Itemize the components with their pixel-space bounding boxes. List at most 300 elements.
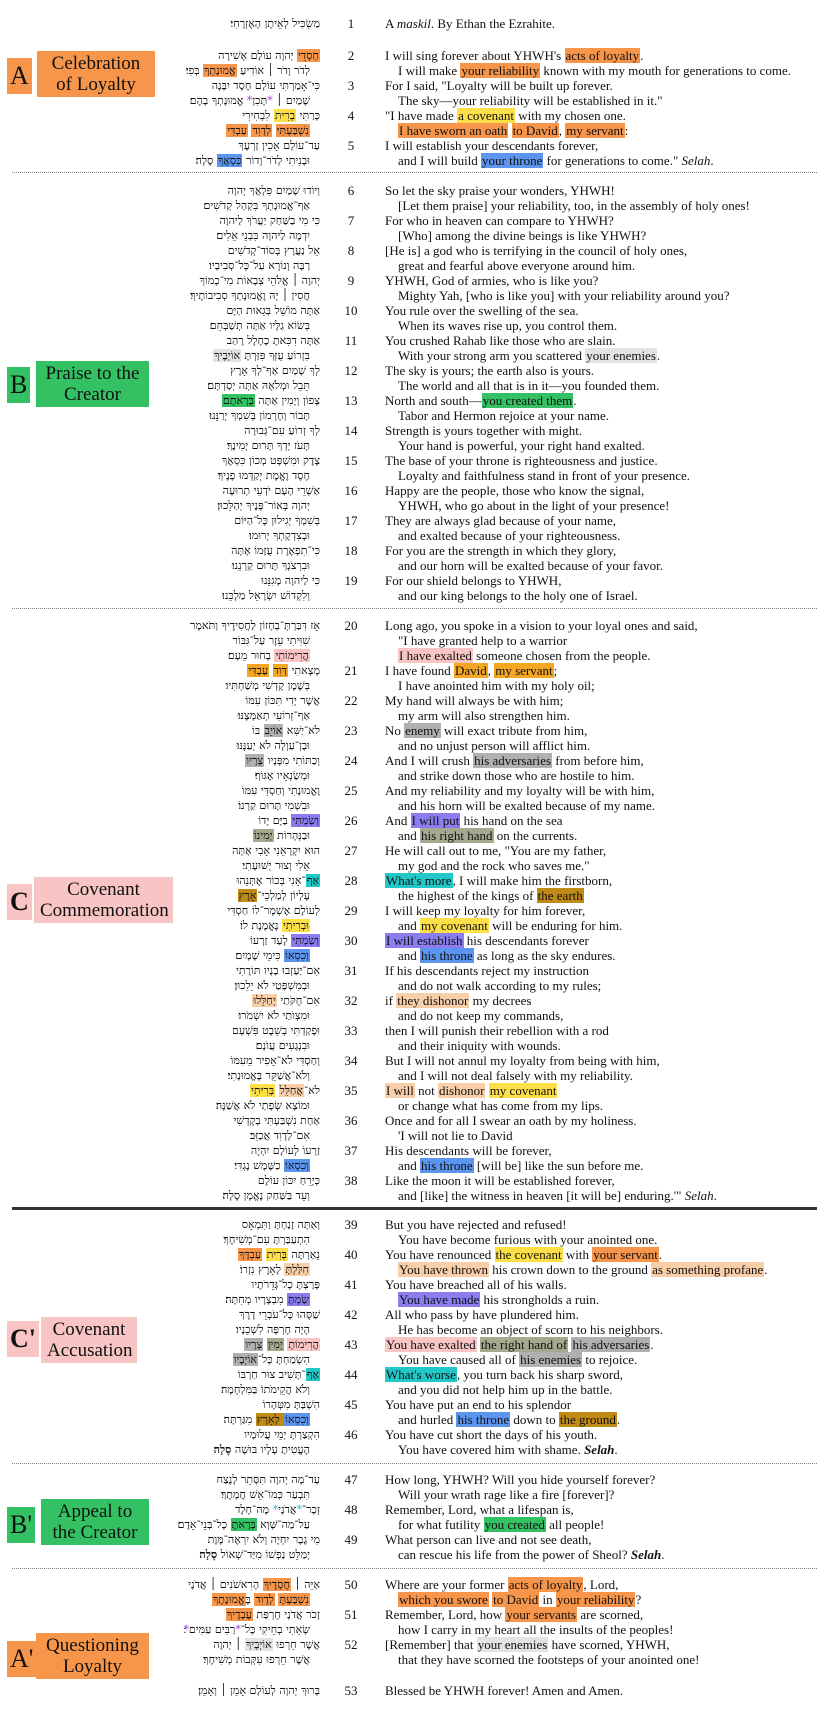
- english-translation: [385, 138, 714, 168]
- text-segment: וְלֹא־אֲשַׁקֵּר בֶּאֱמוּנָתִי׃: [227, 1069, 310, 1083]
- text-segment: וּבָנִיתִי לְדֹר־וָדוֹר: [242, 154, 310, 168]
- highlighted-phrase: What's worse: [386, 1367, 456, 1382]
- text-segment: אֲשֶׁר יָדִי תִּכּוֹן עִמּוֹ: [245, 694, 320, 707]
- highlighted-phrase: יְמִין: [267, 1338, 283, 1351]
- text-segment: וּבֶן־עַוְלָה לֹא יְעַנֶּנּוּ׃: [236, 739, 310, 753]
- hebrew-text: [20, 1307, 320, 1337]
- text-segment: יִדְמֶה לַיהוָה בִּבְנֵי אֵלִים׃: [216, 229, 310, 243]
- english-translation: [385, 243, 687, 273]
- english-translation: [385, 333, 660, 363]
- english-translation: [385, 1683, 623, 1698]
- verse-number: 46: [344, 1427, 358, 1442]
- half-divider: [12, 1207, 817, 1210]
- english-line: [385, 393, 609, 408]
- text-segment: אַיֵּה ׀: [291, 1578, 320, 1591]
- section-divider: [12, 172, 817, 173]
- hebrew-line: [20, 348, 320, 363]
- verse-number: 32: [344, 993, 358, 1008]
- verse-number: 2: [347, 48, 355, 63]
- highlighted-phrase: אַף: [306, 874, 319, 887]
- text-segment: 'I will not lie to David: [398, 1128, 513, 1144]
- text-segment: all people!: [545, 1517, 605, 1533]
- text-segment: The sky is yours; the earth also is yours.: [385, 363, 595, 378]
- section-letter: B: [10, 370, 28, 399]
- hebrew-text: [20, 78, 320, 108]
- verse-number: 10: [344, 303, 358, 318]
- hebrew-line: [20, 1217, 320, 1232]
- text-segment: כִּי־תִפְאֶרֶת עֻזָּמוֹ אָתָּה: [231, 544, 320, 557]
- text-segment: אַתָּה מוֹשֵׁל בְּגֵאוּת הַיָּם: [226, 304, 320, 317]
- english-line: [385, 1277, 599, 1292]
- text-segment: You have caused all of: [398, 1352, 520, 1368]
- hebrew-line: [20, 243, 320, 258]
- hebrew-line: [20, 693, 320, 708]
- hebrew-line: [20, 753, 320, 768]
- highlighted-phrase: בְרָאתָם: [222, 394, 254, 407]
- highlighted-phrase: לְדָוִד: [252, 124, 272, 138]
- highlighted-phrase: צָרָיו: [246, 754, 264, 767]
- english-line: [385, 243, 687, 258]
- verse-number: 1: [347, 16, 355, 31]
- verse-number: 36: [344, 1113, 358, 1128]
- text-segment: YHWH, God of armies, who is like you?: [385, 273, 599, 288]
- hebrew-text: [20, 1367, 320, 1397]
- text-segment: כִּימֵי שָׁמָיִם׃: [235, 949, 285, 963]
- text-segment: ־אָנִי בְּכוֹר אֶתְּנֵהוּ: [236, 874, 306, 887]
- highlighted-phrase: your servants: [506, 1607, 577, 1622]
- hebrew-line: [20, 573, 320, 588]
- english-line: [385, 1472, 655, 1487]
- text-segment: Once and for all I swear an oath by my holiness.: [385, 1113, 637, 1128]
- english-translation: [385, 933, 616, 963]
- highlighted-phrase: your reliability: [461, 63, 540, 79]
- english-line: [385, 663, 595, 678]
- verse-number: 37: [344, 1143, 358, 1158]
- text-segment: . By Ethan the Ezrahite.: [430, 16, 556, 31]
- text-segment: שַׁסֻּהוּ כָּל־עֹבְרֵי דָרֶךְ: [239, 1308, 320, 1321]
- text-segment: Remember, Lord, how: [385, 1607, 506, 1622]
- text-segment: בַיָּם יָדוֹ: [258, 814, 292, 827]
- text-segment: his strongholds a ruin.: [480, 1292, 600, 1308]
- hebrew-line: [20, 708, 320, 723]
- highlighted-phrase: his adversaries: [474, 753, 551, 768]
- english-line: [385, 1367, 623, 1382]
- text-segment: ,: [558, 123, 566, 139]
- english-line: [385, 273, 729, 288]
- text-segment: if: [385, 993, 397, 1008]
- text-segment: [272, 124, 276, 137]
- highlighted-phrase: אוֹיְבֶיךָ: [214, 349, 241, 363]
- hebrew-text: [20, 1683, 320, 1698]
- text-segment: You have put an end to his splendor: [385, 1397, 572, 1412]
- text-segment: can rescue his life from the power of Sheol?: [398, 1547, 631, 1563]
- text-segment: רַבִּים עַמִּים: [188, 1623, 236, 1637]
- english-translation: [385, 453, 690, 483]
- text-segment: For I said, "Loyalty will be built up forever.: [385, 78, 613, 93]
- text-segment: [Let them praise] your reliability, too, in the assembly of holy ones!: [398, 198, 750, 214]
- hebrew-line: [20, 933, 320, 948]
- english-line: [385, 438, 645, 453]
- highlighted-phrase: his enemies: [520, 1352, 582, 1368]
- hebrew-line: [20, 1083, 320, 1098]
- text-segment: then I will punish their rebellion with a rod: [385, 1023, 609, 1038]
- text-segment: how I carry in my heart all the insults of the peoples!: [398, 1622, 674, 1638]
- hebrew-line: [20, 78, 320, 93]
- verse-number: 29: [344, 903, 358, 918]
- english-line: [385, 78, 663, 93]
- hebrew-line: [20, 978, 320, 993]
- hebrew-line: [20, 783, 320, 798]
- english-translation: [385, 363, 659, 393]
- english-translation: [385, 1173, 717, 1203]
- hebrew-text: [20, 1397, 320, 1427]
- text-segment: Selah: [630, 1547, 662, 1563]
- text-segment: great and fearful above everyone around him.: [398, 258, 636, 274]
- hebrew-text: [20, 1217, 320, 1247]
- text-segment: my arm will also strengthen him.: [398, 708, 570, 724]
- hebrew-line: [20, 1098, 320, 1113]
- hebrew-text: [20, 543, 320, 573]
- text-segment: .: [650, 1337, 654, 1352]
- highlighted-phrase: as something profane: [652, 1262, 764, 1278]
- verse-number: 30: [344, 933, 358, 948]
- hebrew-line: [20, 768, 320, 783]
- verse-number: 49: [344, 1532, 358, 1547]
- highlighted-phrase: הֲרִימוֹתִי: [275, 649, 309, 663]
- text-segment: חֲסִין ׀ יָהּ וֶאֱמוּנָתְךָ סְבִיבוֹתֶיךָ׃: [190, 289, 310, 303]
- text-segment: בְּפִי׃: [185, 64, 204, 78]
- section-letter: C': [10, 1324, 36, 1353]
- hebrew-line: [20, 1038, 320, 1053]
- english-line: [385, 1607, 673, 1622]
- text-segment: סֶלָה׃: [195, 154, 217, 168]
- text-segment: אַחַת נִשְׁבַּעְתִּי בְקָדְשִׁי: [233, 1114, 320, 1127]
- text-segment: וְעֵד בַּשַּׁחַק נֶאֱמָן סֶלָה׃: [222, 1189, 310, 1203]
- english-line: [385, 918, 622, 933]
- english-translation: [385, 78, 663, 108]
- text-segment: אִם־לְדָוִד אֲכַזֵּב׃: [249, 1129, 310, 1143]
- english-line: [385, 618, 698, 633]
- verse-number: 25: [344, 783, 358, 798]
- english-line: [385, 1577, 641, 1592]
- section-title: Questioning Loyalty: [46, 1635, 139, 1677]
- text-segment: When its waves rise up, you control them.: [398, 318, 618, 334]
- text-segment: זְכָר־: [301, 1503, 320, 1516]
- text-segment: But you have rejected and refused!: [385, 1217, 567, 1232]
- hebrew-text: [20, 393, 320, 423]
- text-segment: אָז דִּבַּרְתָּ־בְחָזוֹן לַחֲסִידֶיךָ וַתֹּאמֶר: [190, 619, 320, 632]
- english-translation: [385, 303, 617, 333]
- text-segment: וּמִצְוֺתַי לֹא יִשְׁמֹרוּ׃: [238, 1009, 310, 1023]
- hebrew-line: [20, 1412, 320, 1427]
- highlighted-phrase: נִשְׁבַּעְתָּ: [279, 1593, 309, 1607]
- hebrew-line: [20, 1337, 320, 1352]
- hebrew-text: [20, 933, 320, 963]
- hebrew-line: [20, 1292, 320, 1307]
- english-line: [385, 408, 609, 423]
- text-segment: I will make: [398, 63, 461, 79]
- hebrew-line: [20, 528, 320, 543]
- english-line: [385, 1038, 609, 1053]
- english-translation: [385, 1307, 663, 1337]
- hebrew-line: [20, 1322, 320, 1337]
- hebrew-text: [20, 363, 320, 393]
- hebrew-line: [20, 1247, 320, 1262]
- text-segment: בְּשִׁמְךָ יְגִילוּן כָּל־הַיּוֹם: [234, 514, 320, 527]
- english-line: [385, 843, 606, 858]
- hebrew-line: [20, 618, 320, 633]
- text-segment: כִּי לַיהוָה מָגִנֵּנוּ: [261, 574, 320, 587]
- verse-number: 51: [344, 1607, 358, 1622]
- text-segment: עַל־מַה־שָּׁוְא: [256, 1518, 310, 1532]
- text-segment: כַשֶּׁמֶשׁ נֶגְדִּי׃: [234, 1159, 285, 1173]
- english-line: [385, 16, 555, 31]
- hebrew-line: [20, 888, 320, 903]
- section-divider: [12, 1463, 817, 1464]
- verse-number: 19: [344, 573, 358, 588]
- highlighted-phrase: his adversaries: [572, 1337, 650, 1352]
- highlighted-phrase: I will: [386, 1083, 414, 1098]
- text-segment: I will keep my loyalty for him forever,: [385, 903, 586, 918]
- asterisk-mark: *: [246, 94, 253, 108]
- text-segment: צָפוֹן וְיָמִין אַתָּה: [254, 394, 320, 407]
- hebrew-line: [20, 948, 320, 963]
- highlighted-phrase: אַף: [306, 1368, 319, 1381]
- english-translation: [385, 16, 555, 31]
- text-segment: I have found: [385, 663, 454, 678]
- english-line: [385, 318, 617, 333]
- text-segment: His descendants will be forever,: [385, 1143, 552, 1158]
- text-segment: How long, YHWH? Will you hide yourself forever?: [385, 1472, 656, 1487]
- english-translation: [385, 183, 750, 213]
- text-segment: בּוֹ: [252, 724, 264, 737]
- english-translation: [385, 1143, 643, 1173]
- hebrew-line: [20, 213, 320, 228]
- hebrew-line: [20, 918, 320, 933]
- verse-number: 24: [344, 753, 358, 768]
- hebrew-line: [20, 663, 320, 678]
- verse-number: 27: [344, 843, 358, 858]
- text-segment: זְכֹר אֲדֹנָי חֶרְפַּת: [252, 1608, 320, 1621]
- text-segment: and our horn will be exalted because of your favor.: [398, 558, 663, 574]
- english-line: [385, 1188, 717, 1203]
- text-segment: for generations to come.": [543, 153, 682, 169]
- text-segment: maskil: [396, 16, 431, 31]
- hebrew-line: [20, 858, 320, 873]
- section-title: Praise to the Creator: [45, 363, 140, 405]
- highlighted-phrase: You have made: [399, 1292, 480, 1308]
- text-segment: The base of your throne is righteousness and justice.: [385, 453, 658, 468]
- english-line: [385, 348, 660, 363]
- text-segment: ,: [487, 663, 495, 678]
- hebrew-text: [20, 1247, 320, 1277]
- text-segment: הוּא יִקְרָאֵנִי אָבִי אָתָּה: [232, 844, 320, 857]
- asterisk-mark: *: [183, 1623, 189, 1637]
- english-line: [385, 1427, 618, 1442]
- hebrew-line: [20, 1188, 320, 1203]
- highlighted-phrase: דָּוִד: [273, 664, 288, 677]
- english-translation: [385, 513, 620, 543]
- highlighted-phrase: your reliability: [556, 1592, 635, 1608]
- english-line: [385, 888, 612, 903]
- highlighted-phrase: עַבְדֶּךָ: [238, 1248, 262, 1261]
- english-line: [385, 1068, 660, 1083]
- text-segment: סֶלָה: [199, 1548, 218, 1562]
- english-translation: [385, 1337, 654, 1367]
- highlighted-phrase: the covenant: [495, 1247, 562, 1262]
- english-line: [385, 1337, 654, 1352]
- english-translation: [385, 573, 638, 603]
- hebrew-line: [20, 183, 320, 198]
- verse-number: 17: [344, 513, 358, 528]
- hebrew-text: [20, 513, 320, 543]
- english-line: [385, 1158, 643, 1173]
- highlighted-phrase: to David: [512, 123, 558, 139]
- hebrew-text: [20, 1083, 320, 1113]
- hebrew-text: [20, 48, 320, 78]
- hebrew-text: [20, 693, 320, 723]
- verse-number: 53: [344, 1683, 358, 1698]
- verse-number: 11: [344, 333, 358, 348]
- text-segment: known with my mouth for generations to come.: [540, 63, 792, 79]
- english-line: [385, 813, 577, 828]
- text-segment: .: [658, 1247, 663, 1262]
- highlighted-phrase: acts of loyalty: [508, 1577, 583, 1592]
- english-line: [385, 1322, 663, 1337]
- text-segment: Long ago, you spoke in a vision to your loyal ones and said,: [385, 618, 698, 633]
- text-segment: and I will not deal falsely with my reliability.: [398, 1068, 633, 1084]
- english-line: [385, 753, 644, 768]
- hebrew-text: [20, 16, 320, 31]
- text-segment: עֶלְיוֹן לְמַלְכֵי־: [257, 889, 310, 903]
- text-segment: .: [713, 1188, 717, 1204]
- hebrew-line: [20, 438, 320, 453]
- text-segment: ־תָּשִׁיב צוּר חַרְבּוֹ: [237, 1368, 306, 1381]
- text-segment: No: [385, 723, 405, 738]
- hebrew-line: [20, 648, 320, 663]
- verse-number: 3: [347, 78, 355, 93]
- text-segment: יְהוָה בְּאוֹר־פָּנֶיךָ יְהַלֵּכוּן׃: [217, 499, 310, 513]
- hebrew-line: [20, 1547, 320, 1562]
- hebrew-line: [20, 1367, 320, 1382]
- text-segment: וְכַתּוֹתִי מִפָּנָיו: [264, 754, 320, 767]
- hebrew-line: [20, 558, 320, 573]
- asterisk-mark: *: [267, 94, 273, 108]
- hebrew-line: [20, 723, 320, 738]
- text-segment: .: [616, 1412, 621, 1428]
- highlighted-phrase: לָאָרֶץ: [256, 1413, 284, 1427]
- highlighted-phrase: I will put: [411, 813, 460, 828]
- text-segment: Mighty Yah, [who is like you] with your reliability around you?: [398, 288, 730, 304]
- text-segment: .: [573, 393, 577, 408]
- text-segment: :: [624, 123, 629, 139]
- text-segment: and: [398, 948, 421, 964]
- highlighted-phrase: צָרָיו: [245, 1338, 263, 1351]
- english-line: [385, 198, 750, 213]
- highlighted-phrase: נִשְׁבַּעְתִּי: [276, 124, 309, 138]
- highlighted-phrase: הֲרִימוֹתָ: [288, 1338, 319, 1351]
- text-segment: to rejoice.: [582, 1352, 638, 1368]
- text-segment: מִי גֶבֶר יִחְיֶה וְלֹא יִרְאֶה־מָּוֶת: [207, 1533, 320, 1546]
- english-translation: [385, 543, 663, 573]
- text-segment: שִׁוִּיתִי עֵזֶר עַל־גִּבּוֹר: [232, 634, 310, 648]
- text-segment: and you did not help him up in the battle.: [398, 1382, 613, 1398]
- text-segment: [Remember] that: [385, 1637, 477, 1652]
- english-translation: [385, 423, 645, 453]
- text-segment: Where are your former: [385, 1577, 508, 1592]
- hebrew-text: [20, 1337, 320, 1367]
- highlighted-phrase: יְחַלֵּלוּ: [253, 994, 276, 1007]
- hebrew-line: [20, 1008, 320, 1023]
- english-line: [385, 1023, 609, 1038]
- verse-number: 18: [344, 543, 358, 558]
- hebrew-line: [20, 483, 320, 498]
- highlighted-phrase: my covenant: [489, 1083, 557, 1098]
- text-segment: וּפָקַדְתִּי בְשֵׁבֶט פִּשְׁעָם: [231, 1024, 320, 1037]
- text-segment: and: [398, 1158, 421, 1174]
- english-line: [385, 873, 612, 888]
- highlighted-phrase: I have sworn an oath: [399, 123, 508, 139]
- section-title: Covenant Commemoration: [40, 879, 169, 921]
- text-segment: מִגַּרְתָּה׃: [223, 1413, 256, 1427]
- text-segment: I will establish your descendants forever,: [385, 138, 599, 153]
- text-segment: He will call out to me, "You are my father,: [385, 843, 607, 858]
- text-segment: Your hand is powerful, your right hand exalted.: [398, 438, 645, 454]
- english-line: [385, 333, 660, 348]
- english-line: [385, 1098, 603, 1113]
- text-segment: and: [398, 918, 421, 934]
- english-translation: [385, 693, 570, 723]
- highlighted-phrase: acts of loyalty: [565, 48, 640, 63]
- english-line: [385, 1487, 655, 1502]
- text-segment: תָּבוֹר וְחֶרְמוֹן בְּשִׁמְךָ יְרַנֵּנוּ׃: [209, 409, 310, 423]
- text-segment: Will your wrath rage like a fire [forever]?: [398, 1487, 615, 1503]
- english-translation: [385, 1247, 768, 1277]
- text-segment: , I will make him the firstborn,: [452, 873, 613, 888]
- text-segment: אֲשֶׁר חֵרְפוּ עִקְּבוֹת מְשִׁיחֶךָ׃: [203, 1653, 310, 1667]
- hebrew-line: [20, 1637, 320, 1652]
- english-translation: [385, 843, 606, 873]
- asterisk-mark: *: [272, 1503, 279, 1516]
- hebrew-text: [20, 303, 320, 333]
- hebrew-line: [20, 1023, 320, 1038]
- highlighted-phrase: You have exalted: [386, 1337, 476, 1352]
- text-segment: .: [710, 153, 714, 169]
- text-segment: אַף־זְרוֹעִי תְאַמְּצֶנּוּ׃: [237, 709, 310, 723]
- text-segment: הִתְעַבַּרְתָּ עִם־מְשִׁיחֶךָ׃: [223, 1233, 310, 1247]
- highlighted-phrase: your enemies: [477, 1637, 548, 1652]
- section-letter: C: [10, 887, 29, 916]
- highlighted-phrase: they dishonor: [397, 993, 469, 1008]
- text-segment: his descendants forever: [463, 933, 589, 948]
- text-segment: לֹא־: [304, 1084, 320, 1097]
- hebrew-line: [20, 468, 320, 483]
- hebrew-line: [20, 1652, 320, 1667]
- english-line: [385, 498, 670, 513]
- text-segment: הִקְצַרְתָּ יְמֵי עֲלוּמָיו: [244, 1428, 320, 1441]
- hebrew-line: [20, 363, 320, 378]
- highlighted-phrase: your enemies: [586, 348, 656, 364]
- highlighted-phrase: You have thrown: [399, 1262, 488, 1278]
- highlighted-phrase: you created: [484, 1517, 545, 1533]
- english-translation: [385, 1367, 623, 1397]
- highlighted-phrase: my covenant: [421, 918, 488, 934]
- hebrew-text: [20, 1577, 320, 1607]
- text-segment: and [like] the witness in heaven [it will be] enduring.'": [398, 1188, 685, 1204]
- verse-number: 12: [344, 363, 358, 378]
- hebrew-line: [20, 1577, 320, 1592]
- text-segment: Loyalty and faithfulness stand in front of your presence.: [398, 468, 691, 484]
